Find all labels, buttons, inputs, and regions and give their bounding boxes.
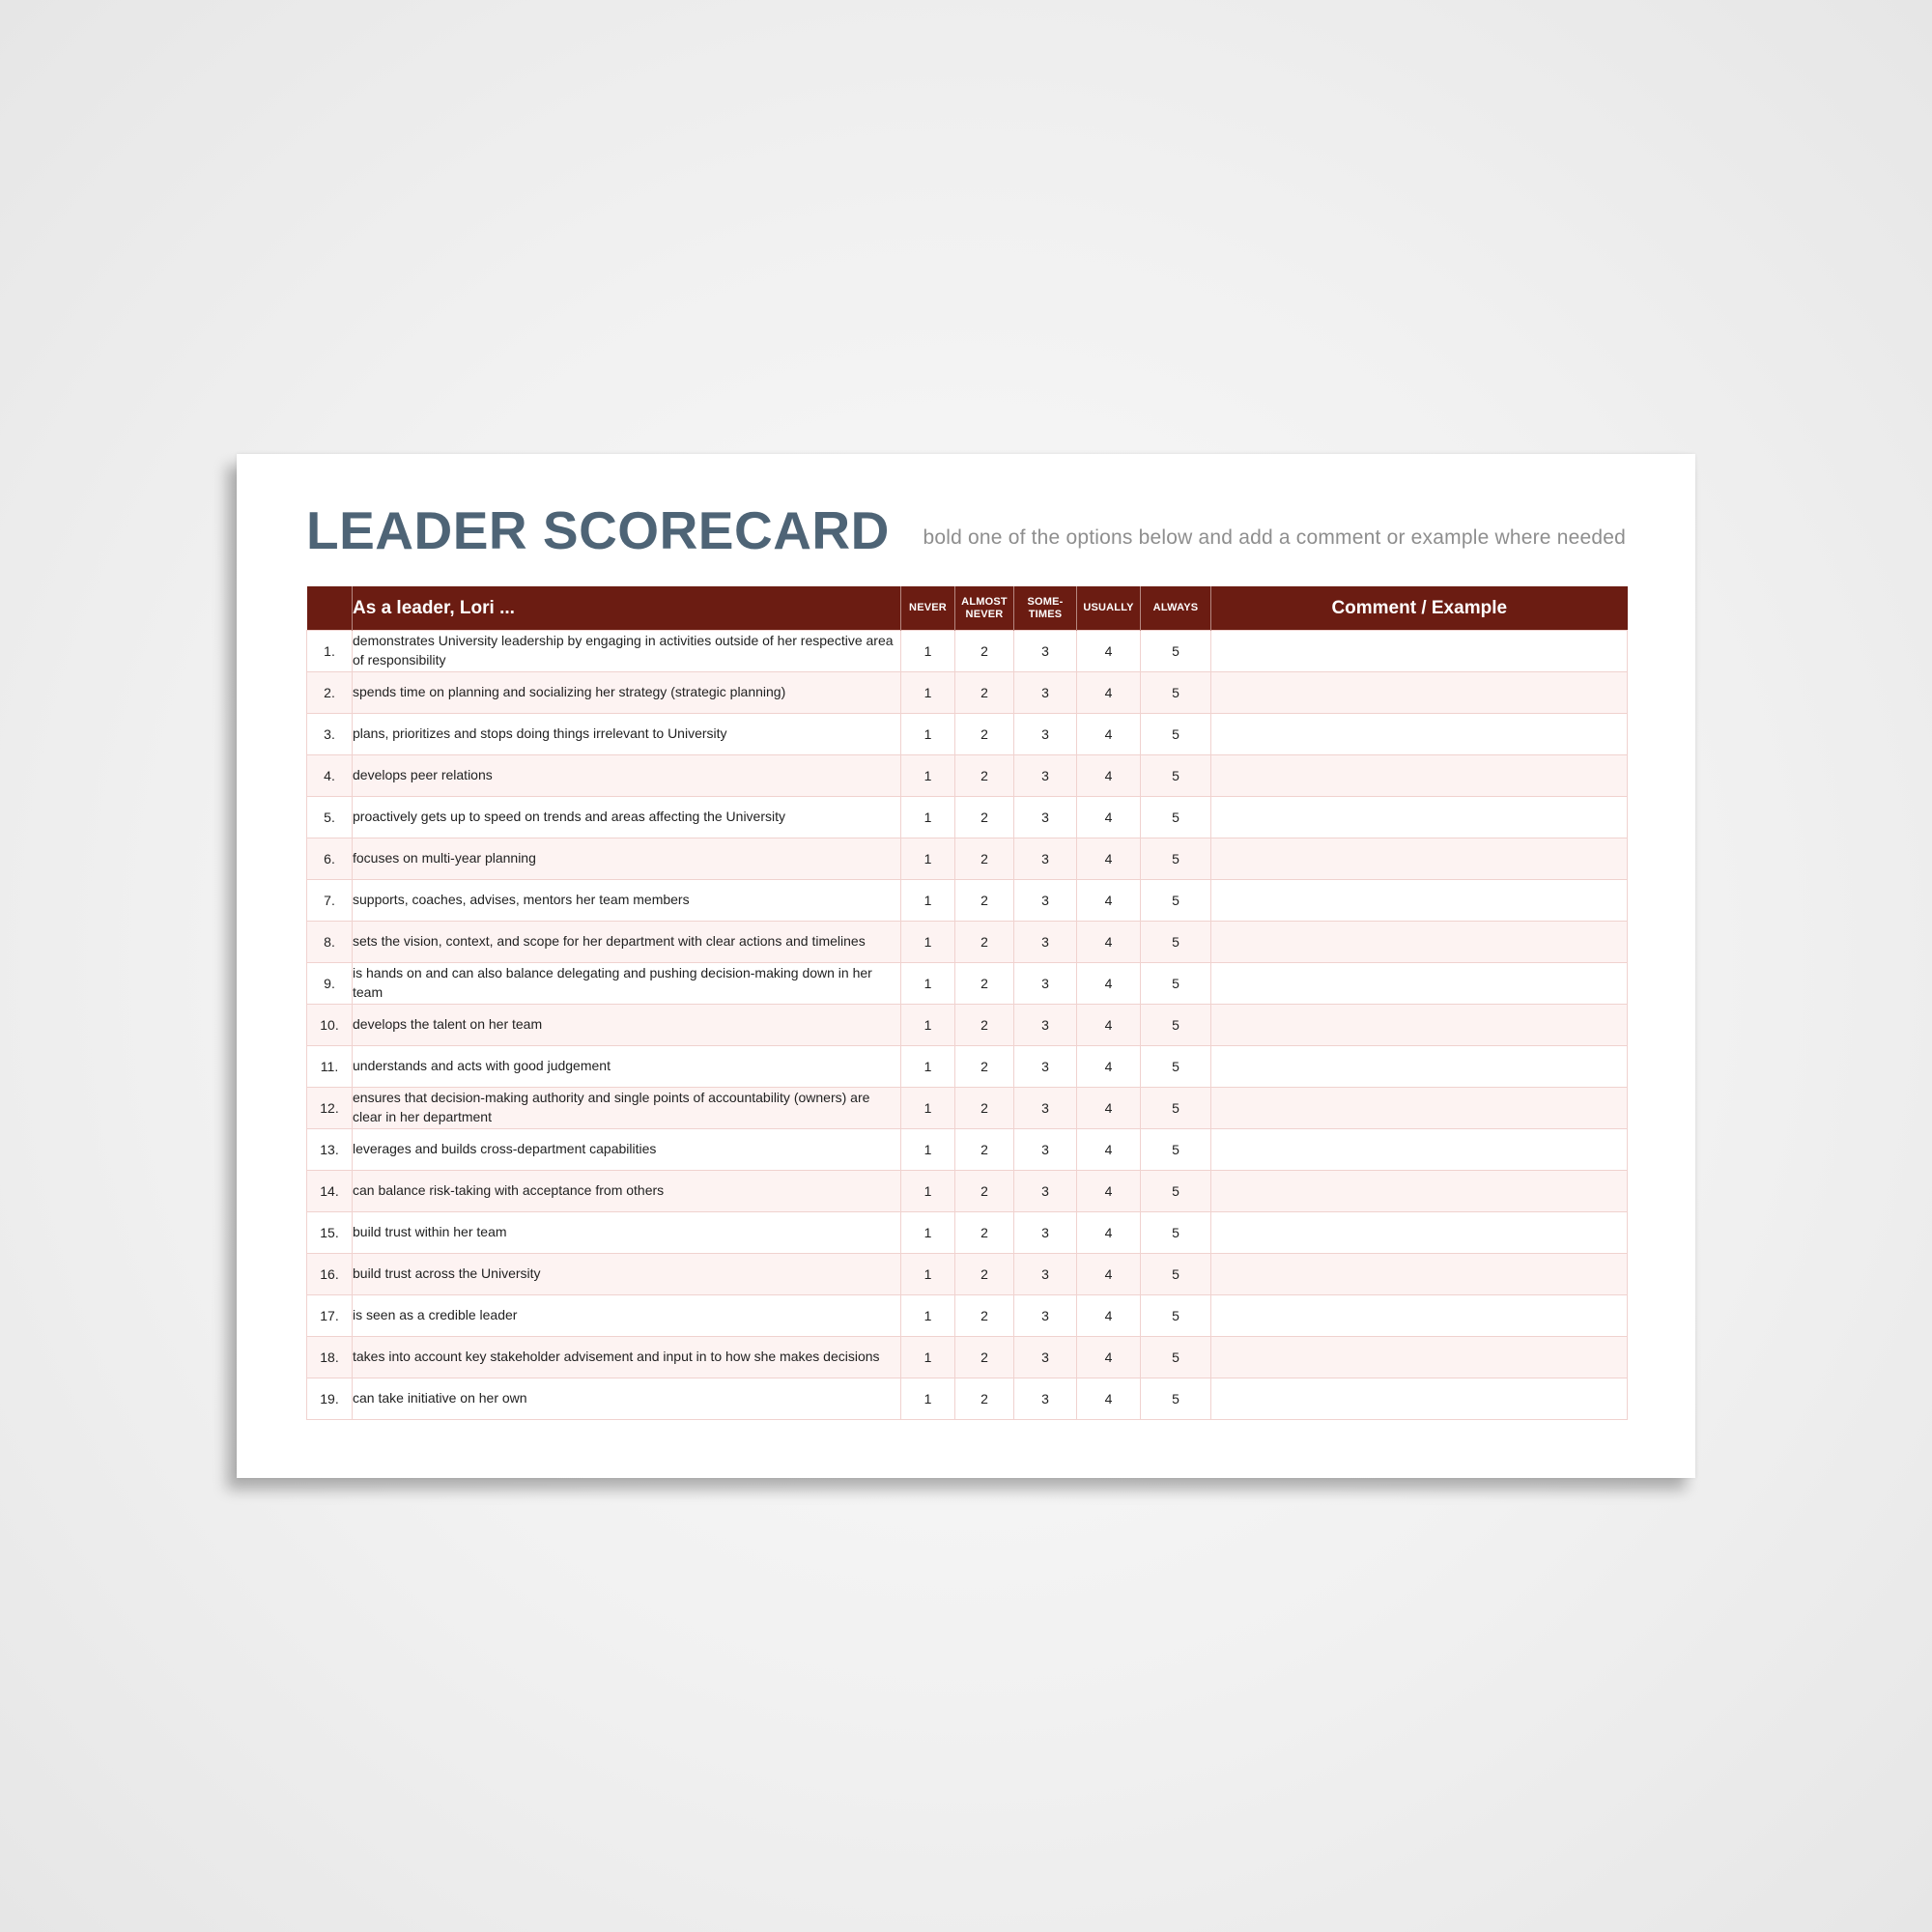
row-number: 14. <box>307 1171 353 1212</box>
question-text: can balance risk-taking with acceptance from others <box>353 1171 901 1212</box>
rating-option-sometimes[interactable]: 3 <box>1014 631 1077 672</box>
page-subtitle: bold one of the options below and add a comment or example where needed <box>923 526 1626 549</box>
rating-option-always[interactable]: 5 <box>1141 880 1211 922</box>
comment-cell[interactable] <box>1211 1295 1628 1337</box>
rating-option-always[interactable]: 5 <box>1141 838 1211 880</box>
table-row <box>307 1088 1628 1129</box>
row-number: 8. <box>307 922 353 963</box>
scorecard-sheet <box>237 454 1695 1478</box>
rating-option-always[interactable]: 5 <box>1141 1295 1211 1337</box>
table-row <box>307 1254 1628 1295</box>
rating-option-never[interactable]: 1 <box>901 963 955 1005</box>
rating-option-always[interactable]: 5 <box>1141 1171 1211 1212</box>
question-text: build trust across the University <box>353 1254 901 1295</box>
comment-cell[interactable] <box>1211 1337 1628 1378</box>
comment-cell[interactable] <box>1211 922 1628 963</box>
rating-option-never[interactable]: 1 <box>901 1088 955 1129</box>
rating-option-never[interactable]: 1 <box>901 880 955 922</box>
rating-option-sometimes[interactable]: 3 <box>1014 672 1077 714</box>
rating-option-sometimes[interactable]: 3 <box>1014 714 1077 755</box>
row-number: 3. <box>307 714 353 755</box>
question-text: spends time on planning and socializing her strategy (strategic planning) <box>353 672 901 714</box>
rating-option-almost-never[interactable]: 2 <box>955 714 1014 755</box>
rating-option-usually[interactable]: 4 <box>1077 631 1141 672</box>
table-row <box>307 1378 1628 1420</box>
rating-header-label: USUALLY <box>1083 602 1134 614</box>
comment-cell[interactable] <box>1211 797 1628 838</box>
rating-header-label: NEVER <box>909 602 947 614</box>
rating-option-usually[interactable]: 4 <box>1077 880 1141 922</box>
rating-header-always <box>1141 586 1211 631</box>
comment-cell[interactable] <box>1211 1129 1628 1171</box>
question-text: sets the vision, context, and scope for her department with clear actions and timelines <box>353 922 901 963</box>
row-number: 9. <box>307 963 353 1005</box>
rating-option-sometimes[interactable]: 3 <box>1014 1005 1077 1046</box>
rating-option-never[interactable]: 1 <box>901 797 955 838</box>
table-row <box>307 672 1628 714</box>
rating-option-sometimes[interactable]: 3 <box>1014 1212 1077 1254</box>
question-text: is seen as a credible leader <box>353 1295 901 1337</box>
rating-option-always[interactable]: 5 <box>1141 1046 1211 1088</box>
rating-option-never[interactable]: 1 <box>901 1129 955 1171</box>
rating-option-almost-never[interactable]: 2 <box>955 1171 1014 1212</box>
rating-option-almost-never[interactable]: 2 <box>955 1005 1014 1046</box>
rating-option-almost-never[interactable]: 2 <box>955 1337 1014 1378</box>
scorecard-table <box>306 586 1628 1420</box>
rating-header-label: TIMES <box>1028 608 1063 620</box>
rating-option-usually[interactable]: 4 <box>1077 922 1141 963</box>
number-column-header <box>307 586 353 631</box>
comment-cell[interactable] <box>1211 963 1628 1005</box>
row-number: 4. <box>307 755 353 797</box>
rating-header-label: SOME- <box>1027 595 1064 608</box>
rating-option-never[interactable]: 1 <box>901 755 955 797</box>
rating-option-usually[interactable]: 4 <box>1077 1171 1141 1212</box>
rating-option-usually[interactable]: 4 <box>1077 797 1141 838</box>
rating-option-almost-never[interactable]: 2 <box>955 672 1014 714</box>
question-text: develops the talent on her team <box>353 1005 901 1046</box>
rating-option-sometimes[interactable]: 3 <box>1014 797 1077 838</box>
rating-option-usually[interactable]: 4 <box>1077 838 1141 880</box>
question-text: build trust within her team <box>353 1212 901 1254</box>
question-text: ensures that decision-making authority and single points of accountability (owners) are clear in her department <box>353 1088 901 1129</box>
rating-option-always[interactable]: 5 <box>1141 963 1211 1005</box>
rating-option-always[interactable]: 5 <box>1141 1005 1211 1046</box>
rating-option-almost-never[interactable]: 2 <box>955 1254 1014 1295</box>
comment-cell[interactable] <box>1211 1005 1628 1046</box>
table-row <box>307 1295 1628 1337</box>
row-number: 7. <box>307 880 353 922</box>
rating-option-always[interactable]: 5 <box>1141 714 1211 755</box>
rating-option-almost-never[interactable]: 2 <box>955 797 1014 838</box>
page-title: LEADER SCORECARD <box>306 500 890 560</box>
table-row <box>307 1005 1628 1046</box>
rating-option-always[interactable]: 5 <box>1141 1254 1211 1295</box>
row-number: 11. <box>307 1046 353 1088</box>
rating-option-always[interactable]: 5 <box>1141 797 1211 838</box>
rating-option-almost-never[interactable]: 2 <box>955 1295 1014 1337</box>
rating-option-almost-never[interactable]: 2 <box>955 631 1014 672</box>
rating-option-usually[interactable]: 4 <box>1077 1212 1141 1254</box>
rating-option-never[interactable]: 1 <box>901 1337 955 1378</box>
rating-header-label: NEVER <box>965 608 1004 620</box>
comment-cell[interactable] <box>1211 1046 1628 1088</box>
rating-option-almost-never[interactable]: 2 <box>955 963 1014 1005</box>
rating-option-sometimes[interactable]: 3 <box>1014 963 1077 1005</box>
rating-option-sometimes[interactable]: 3 <box>1014 1171 1077 1212</box>
rating-option-always[interactable]: 5 <box>1141 922 1211 963</box>
table-row <box>307 631 1628 672</box>
rating-option-almost-never[interactable]: 2 <box>955 1212 1014 1254</box>
rating-option-never[interactable]: 1 <box>901 631 955 672</box>
comment-cell[interactable] <box>1211 838 1628 880</box>
rating-option-usually[interactable]: 4 <box>1077 1295 1141 1337</box>
rating-option-never[interactable]: 1 <box>901 838 955 880</box>
rating-option-usually[interactable]: 4 <box>1077 963 1141 1005</box>
rating-option-never[interactable]: 1 <box>901 1212 955 1254</box>
rating-option-never[interactable]: 1 <box>901 1378 955 1420</box>
table-header-row <box>307 586 1628 631</box>
table-body <box>307 631 1628 1420</box>
rating-option-never[interactable]: 1 <box>901 1254 955 1295</box>
row-number: 2. <box>307 672 353 714</box>
rating-option-never[interactable]: 1 <box>901 672 955 714</box>
table-row <box>307 797 1628 838</box>
table-row <box>307 714 1628 755</box>
rating-option-sometimes[interactable]: 3 <box>1014 1046 1077 1088</box>
table-row <box>307 880 1628 922</box>
rating-option-sometimes[interactable]: 3 <box>1014 1088 1077 1129</box>
rating-option-never[interactable]: 1 <box>901 1046 955 1088</box>
row-number: 17. <box>307 1295 353 1337</box>
rating-option-usually[interactable]: 4 <box>1077 1046 1141 1088</box>
rating-option-always[interactable]: 5 <box>1141 1337 1211 1378</box>
row-number: 12. <box>307 1088 353 1129</box>
row-number: 16. <box>307 1254 353 1295</box>
rating-option-never[interactable]: 1 <box>901 1295 955 1337</box>
row-number: 1. <box>307 631 353 672</box>
rating-option-almost-never[interactable]: 2 <box>955 1088 1014 1129</box>
rating-option-sometimes[interactable]: 3 <box>1014 1129 1077 1171</box>
rating-option-sometimes[interactable]: 3 <box>1014 1295 1077 1337</box>
rating-option-always[interactable]: 5 <box>1141 755 1211 797</box>
rating-option-almost-never[interactable]: 2 <box>955 880 1014 922</box>
rating-option-usually[interactable]: 4 <box>1077 714 1141 755</box>
rating-option-usually[interactable]: 4 <box>1077 1378 1141 1420</box>
rating-option-sometimes[interactable]: 3 <box>1014 838 1077 880</box>
rating-option-always[interactable]: 5 <box>1141 631 1211 672</box>
rating-option-sometimes[interactable]: 3 <box>1014 880 1077 922</box>
rating-option-usually[interactable]: 4 <box>1077 1254 1141 1295</box>
question-text: leverages and builds cross-department capabilities <box>353 1129 901 1171</box>
rating-option-usually[interactable]: 4 <box>1077 1129 1141 1171</box>
rating-option-always[interactable]: 5 <box>1141 672 1211 714</box>
rating-option-sometimes[interactable]: 3 <box>1014 1337 1077 1378</box>
question-text: focuses on multi-year planning <box>353 838 901 880</box>
row-number: 5. <box>307 797 353 838</box>
question-text: can take initiative on her own <box>353 1378 901 1420</box>
rating-header-sometimes <box>1014 586 1077 631</box>
rating-option-usually[interactable]: 4 <box>1077 1088 1141 1129</box>
rating-header-never <box>901 586 955 631</box>
table-row <box>307 1129 1628 1171</box>
question-text: plans, prioritizes and stops doing things irrelevant to University <box>353 714 901 755</box>
table-row <box>307 755 1628 797</box>
table-row <box>307 1337 1628 1378</box>
rating-option-almost-never[interactable]: 2 <box>955 1046 1014 1088</box>
row-number: 19. <box>307 1378 353 1420</box>
question-text: is hands on and can also balance delegating and pushing decision-making down in her team <box>353 963 901 1005</box>
rating-option-always[interactable]: 5 <box>1141 1129 1211 1171</box>
comment-cell[interactable] <box>1211 1378 1628 1420</box>
comment-cell[interactable] <box>1211 880 1628 922</box>
rating-header-usually <box>1077 586 1141 631</box>
comment-cell[interactable] <box>1211 1088 1628 1129</box>
rating-option-usually[interactable]: 4 <box>1077 672 1141 714</box>
rating-option-always[interactable]: 5 <box>1141 1378 1211 1420</box>
rating-option-sometimes[interactable]: 3 <box>1014 922 1077 963</box>
rating-option-almost-never[interactable]: 2 <box>955 838 1014 880</box>
rating-header-label: ALMOST <box>961 595 1008 608</box>
rating-option-sometimes[interactable]: 3 <box>1014 1254 1077 1295</box>
rating-option-sometimes[interactable]: 3 <box>1014 755 1077 797</box>
comment-cell[interactable] <box>1211 631 1628 672</box>
question-text: proactively gets up to speed on trends and areas affecting the University <box>353 797 901 838</box>
question-text: takes into account key stakeholder advisement and input in to how she makes decisions <box>353 1337 901 1378</box>
comment-cell[interactable] <box>1211 672 1628 714</box>
row-number: 18. <box>307 1337 353 1378</box>
rating-option-always[interactable]: 5 <box>1141 1212 1211 1254</box>
table-row <box>307 963 1628 1005</box>
row-number: 13. <box>307 1129 353 1171</box>
table-row <box>307 922 1628 963</box>
question-text: develops peer relations <box>353 755 901 797</box>
rating-header-almost-never <box>955 586 1014 631</box>
comment-cell[interactable] <box>1211 1212 1628 1254</box>
question-text: demonstrates University leadership by engaging in activities outside of her respective area of responsibility <box>353 631 901 672</box>
rating-option-almost-never[interactable]: 2 <box>955 755 1014 797</box>
rating-option-almost-never[interactable]: 2 <box>955 922 1014 963</box>
table-row <box>307 838 1628 880</box>
table-row <box>307 1212 1628 1254</box>
row-number: 6. <box>307 838 353 880</box>
comment-cell[interactable] <box>1211 714 1628 755</box>
rating-option-almost-never[interactable]: 2 <box>955 1129 1014 1171</box>
rating-header-label: ALWAYS <box>1152 602 1199 614</box>
row-number: 15. <box>307 1212 353 1254</box>
rating-option-usually[interactable]: 4 <box>1077 1337 1141 1378</box>
rating-option-never[interactable]: 1 <box>901 922 955 963</box>
rating-option-usually[interactable]: 4 <box>1077 1005 1141 1046</box>
rating-option-always[interactable]: 5 <box>1141 1088 1211 1129</box>
rating-option-never[interactable]: 1 <box>901 714 955 755</box>
question-column-header: As a leader, Lori ... <box>353 586 901 631</box>
rating-option-almost-never[interactable]: 2 <box>955 1378 1014 1420</box>
rating-option-never[interactable]: 1 <box>901 1171 955 1212</box>
table-row <box>307 1171 1628 1212</box>
comment-cell[interactable] <box>1211 1171 1628 1212</box>
question-text: understands and acts with good judgement <box>353 1046 901 1088</box>
comment-cell[interactable] <box>1211 1254 1628 1295</box>
comment-column-header: Comment / Example <box>1211 586 1628 631</box>
rating-option-never[interactable]: 1 <box>901 1005 955 1046</box>
comment-cell[interactable] <box>1211 755 1628 797</box>
rating-option-sometimes[interactable]: 3 <box>1014 1378 1077 1420</box>
question-text: supports, coaches, advises, mentors her team members <box>353 880 901 922</box>
table-row <box>307 1046 1628 1088</box>
rating-option-usually[interactable]: 4 <box>1077 755 1141 797</box>
row-number: 10. <box>307 1005 353 1046</box>
